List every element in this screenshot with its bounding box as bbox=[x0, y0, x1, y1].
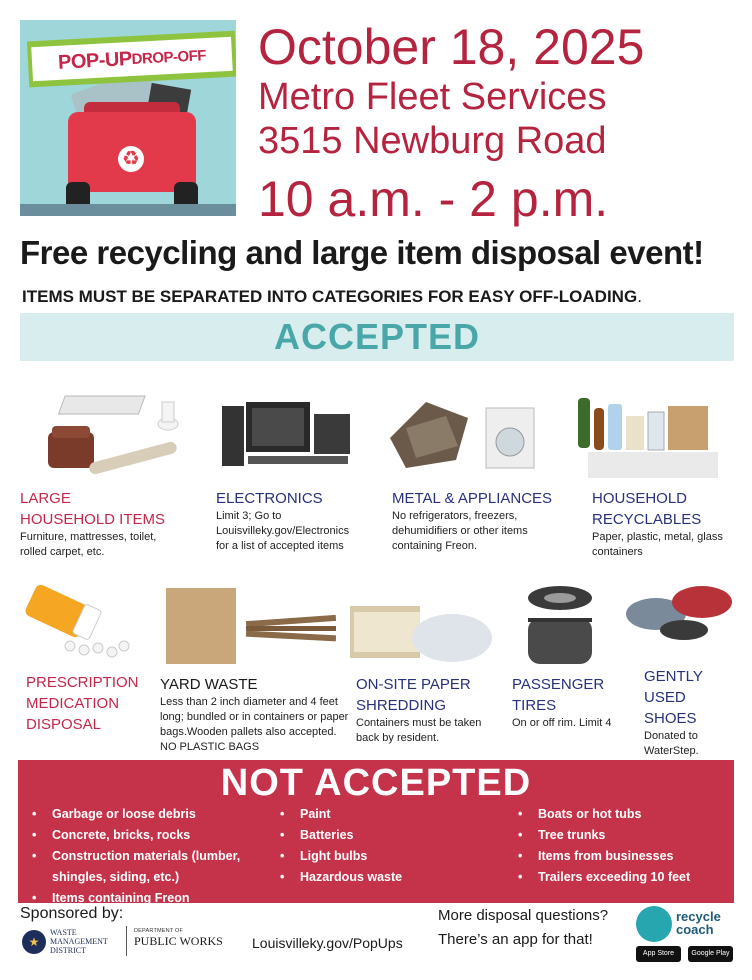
list-item: • Items from businesses bbox=[512, 846, 690, 867]
item-title: USED bbox=[644, 689, 686, 706]
paper-shredding-image bbox=[348, 594, 494, 664]
accepted-heading: ACCEPTED bbox=[273, 316, 481, 357]
separation-warning bbox=[22, 287, 642, 307]
disposal-question: More disposal questions? bbox=[438, 907, 609, 924]
recycle-coach-icon bbox=[636, 906, 672, 942]
item-title: PASSENGER bbox=[512, 676, 605, 693]
item-title: TIRES bbox=[512, 697, 557, 714]
item-paper-shredding bbox=[356, 674, 496, 746]
pw-dept-label: DEPARTMENT OF bbox=[134, 928, 184, 934]
event-time: 10 a.m. - 2 p.m. bbox=[258, 171, 609, 227]
item-title: LARGE bbox=[20, 490, 71, 507]
shoes-image bbox=[624, 574, 736, 644]
item-desc: On or off rim. Limit 4 bbox=[512, 717, 612, 729]
list-item: • Light bulbs bbox=[274, 846, 402, 867]
item-desc: Containers must be taken bbox=[356, 717, 482, 729]
rc-word: coach bbox=[676, 922, 714, 937]
public-works-logo bbox=[134, 928, 244, 949]
prescription-bottle-image bbox=[20, 584, 140, 664]
item-desc: back by resident. bbox=[356, 732, 440, 744]
item-title: ELECTRONICS bbox=[216, 490, 323, 507]
item-title: PRESCRIPTION bbox=[26, 674, 139, 691]
list-item: • Trailers exceeding 10 feet bbox=[512, 867, 690, 888]
item-title: DISPOSAL bbox=[26, 716, 102, 733]
popup-label: POP-UP bbox=[57, 47, 133, 74]
ground bbox=[20, 204, 236, 216]
list-item-continuation: shingles, siding, etc.) bbox=[52, 870, 180, 884]
popup-banner bbox=[27, 31, 236, 88]
wmd-line: WASTE bbox=[50, 928, 77, 937]
list-item: • Boats or hot tubs bbox=[512, 804, 690, 825]
rc-word: recycle bbox=[676, 909, 721, 924]
list-item: • Hazardous waste bbox=[274, 867, 402, 888]
item-desc: WaterStep. bbox=[644, 745, 699, 757]
item-prescription bbox=[26, 672, 156, 735]
item-desc: rolled carpet, etc. bbox=[20, 546, 105, 558]
item-title: SHREDDING bbox=[356, 697, 447, 714]
item-desc: Louisvilleky.gov/Electronics bbox=[216, 525, 350, 537]
app-promo: There’s an app for that! bbox=[438, 931, 593, 948]
recycle-icon: ♻ bbox=[118, 146, 144, 172]
item-desc: Furniture, mattresses, toilet, bbox=[20, 531, 157, 543]
item-large-household bbox=[20, 488, 200, 560]
item-electronics bbox=[216, 488, 386, 554]
item-desc: No refrigerators, freezers, bbox=[392, 510, 518, 522]
not-accepted-col-3 bbox=[512, 804, 690, 888]
item-desc: for a list of accepted items bbox=[216, 540, 344, 552]
waste-management-logo bbox=[22, 928, 126, 956]
item-desc: containing Freon. bbox=[392, 540, 477, 552]
recycle-coach-name bbox=[676, 910, 721, 936]
app-store-badge[interactable]: App Store bbox=[636, 946, 681, 962]
list-item: • Items containing Freon bbox=[26, 888, 240, 909]
item-title: ON-SITE PAPER bbox=[356, 676, 471, 693]
item-metal-appliances bbox=[392, 488, 572, 554]
item-desc: Less than 2 inch diameter and 4 feet bbox=[160, 696, 338, 708]
item-desc: Limit 3; Go to bbox=[216, 510, 282, 522]
household-recyclables-image bbox=[568, 392, 732, 484]
item-title: METAL & APPLIANCES bbox=[392, 490, 553, 507]
yard-waste-image bbox=[162, 584, 342, 668]
item-title: HOUSEHOLD bbox=[592, 490, 688, 507]
item-title: MEDICATION bbox=[26, 695, 120, 712]
tagline: Free recycling and large item disposal event! bbox=[20, 234, 704, 271]
item-desc: dehumidifiers or other items bbox=[392, 525, 528, 537]
item-title: SHOES bbox=[644, 710, 697, 727]
sponsored-by-label: Sponsored by: bbox=[20, 905, 124, 922]
metal-appliances-image bbox=[386, 398, 546, 478]
not-accepted-col-1 bbox=[26, 804, 240, 909]
item-desc: bags.Wooden pallets also accepted. bbox=[160, 726, 337, 738]
list-item: • Construction materials (lumber, bbox=[26, 846, 240, 867]
not-accepted-heading: NOT ACCEPTED bbox=[220, 762, 532, 804]
item-desc: containers bbox=[592, 546, 643, 558]
not-accepted-box bbox=[18, 760, 734, 903]
item-title: GENTLY bbox=[644, 668, 703, 685]
item-title: YARD WASTE bbox=[160, 676, 258, 693]
google-play-badge[interactable]: Google Play bbox=[688, 946, 733, 962]
item-title: HOUSEHOLD ITEMS bbox=[20, 511, 166, 528]
warning-text: ITEMS MUST BE SEPARATED INTO CATEGORIES FOR EASY OFF-LOADING bbox=[22, 287, 638, 306]
event-venue: Metro Fleet Services bbox=[258, 76, 607, 118]
pw-name: PUBLIC WORKS bbox=[134, 934, 223, 948]
wmd-line: MANAGEMENT bbox=[50, 937, 108, 946]
item-passenger-tires bbox=[512, 674, 632, 731]
list-item: • Tree trunks bbox=[512, 825, 690, 846]
item-gently-used-shoes bbox=[644, 666, 744, 759]
item-desc: NO PLASTIC BAGS bbox=[160, 741, 260, 753]
tires-image bbox=[520, 578, 600, 670]
list-item: • Concrete, bricks, rocks bbox=[26, 825, 240, 846]
seal-icon: ★ bbox=[22, 930, 46, 954]
item-yard-waste bbox=[160, 674, 350, 755]
large-household-items-image bbox=[38, 388, 198, 488]
item-household-recyclables bbox=[592, 488, 742, 560]
list-item: • Garbage or loose debris bbox=[26, 804, 240, 825]
item-title: RECYCLABLES bbox=[592, 511, 702, 528]
list-item: • Paint bbox=[274, 804, 402, 825]
electronics-image bbox=[218, 392, 358, 480]
not-accepted-col-2 bbox=[274, 804, 402, 888]
event-address: 3515 Newburg Road bbox=[258, 120, 607, 162]
logo-divider bbox=[126, 926, 127, 956]
list-item: • Batteries bbox=[274, 825, 402, 846]
item-desc: Paper, plastic, metal, glass bbox=[592, 531, 723, 543]
event-date: October 18, 2025 bbox=[258, 19, 645, 75]
warning-period: . bbox=[637, 287, 642, 306]
accepted-banner bbox=[20, 313, 734, 361]
item-desc: long; bundled or in containers or paper bbox=[160, 711, 349, 723]
wmd-line: DISTRICT bbox=[50, 946, 86, 955]
popups-url[interactable]: Louisvilleky.gov/PopUps bbox=[252, 935, 403, 951]
dropoff-label: DROP-OFF bbox=[131, 46, 207, 68]
item-desc: Donated to bbox=[644, 730, 698, 742]
hero-illustration bbox=[20, 20, 236, 216]
